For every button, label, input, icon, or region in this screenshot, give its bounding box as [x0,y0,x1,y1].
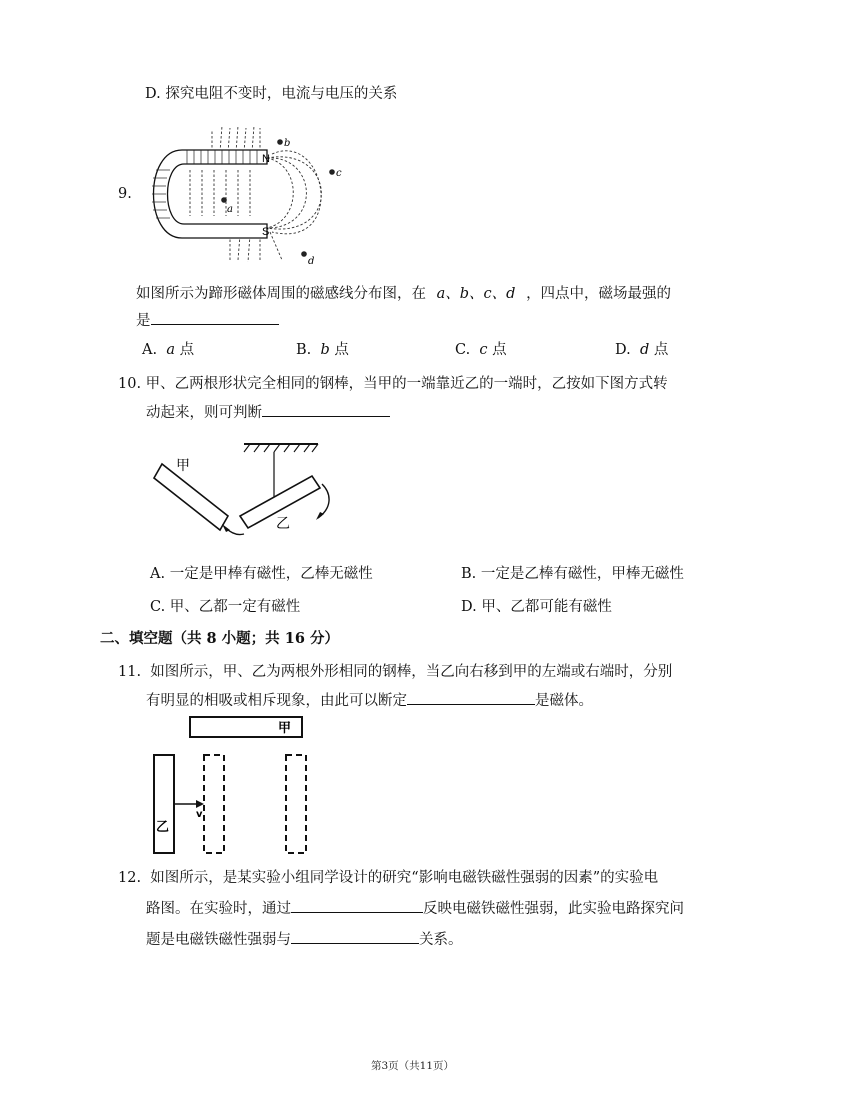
point-b-label: b [284,138,291,149]
q9-option-d: D. d 点 [615,342,669,358]
q10-stem-line2: 动起来，则可判断 [146,401,390,422]
q9-option-b: B. b 点 [296,342,349,358]
point-a-label: a [227,204,233,215]
q10-stem-line1: 10. 甲、乙两根形状完全相同的钢棒，当甲的一端靠近乙的一端时，乙按如下图方式转 [118,376,668,392]
q11-stem-line2: 有明显的相吸或相斥现象，由此可以断定 是磁体。 [146,689,593,710]
q9-number: 9. [118,186,132,202]
yi-rod-label: 乙 [276,516,290,532]
q10-answer-blank[interactable] [262,402,390,417]
q10-option-c: C. 甲、乙都一定有磁性 [150,599,301,615]
q12-answer-blank-2[interactable] [291,929,419,944]
horseshoe-magnet-figure [142,120,352,270]
rods-figure [150,440,350,540]
q12-stem-line1: 12. 如图所示，是某实验小组同学设计的研究“影响电磁铁磁性强弱的因素”的实验电 [118,870,659,886]
q10-option-b: B. 一定是乙棒有磁性，甲棒无磁性 [461,566,684,582]
q8-option-d: D. 探究电阻不变时，电流与电压的关系 [145,86,398,102]
north-pole-label: N [262,153,270,165]
q9-stem-line1: 如图所示为蹄形磁体周围的磁感线分布图，在 a、b、c、d ，四点中，磁场最强的 [136,286,672,302]
steel-rods-figure [150,715,320,855]
yi-label: 乙 [156,820,170,835]
q11-stem-line1: 11. 如图所示，甲、乙为两根外形相同的钢棒，当乙向右移到甲的左端或右端时，分别 [118,664,673,680]
q10-option-d: D. 甲、乙都可能有磁性 [461,599,612,615]
south-pole-label: S [262,226,270,238]
q12-answer-blank-1[interactable] [291,898,423,913]
q11-answer-blank[interactable] [407,690,535,705]
q9-option-a: A. a 点 [142,342,195,358]
jia-label: 甲 [278,721,292,736]
q9-option-c: C. c 点 [455,342,507,358]
section-heading: 二、填空题（共 8 小题；共 16 分） [100,630,339,647]
q10-option-a: A. 一定是甲棒有磁性，乙棒无磁性 [150,566,373,582]
point-c-label: c [336,168,342,179]
q12-stem-line3: 题是电磁铁磁性强弱与 关系。 [146,928,463,949]
point-d-label: d [308,256,315,267]
q9-answer-blank[interactable] [151,310,279,325]
page-footer: 第3页（共11页） [371,1060,455,1072]
jia-rod-label: 甲 [176,458,190,474]
velocity-label: v [196,809,203,820]
q9-stem-line2: 是 [136,309,279,330]
q12-stem-line2: 路图。在实验时，通过 反映电磁铁磁性强弱，此实验电路探究问 [146,897,684,918]
